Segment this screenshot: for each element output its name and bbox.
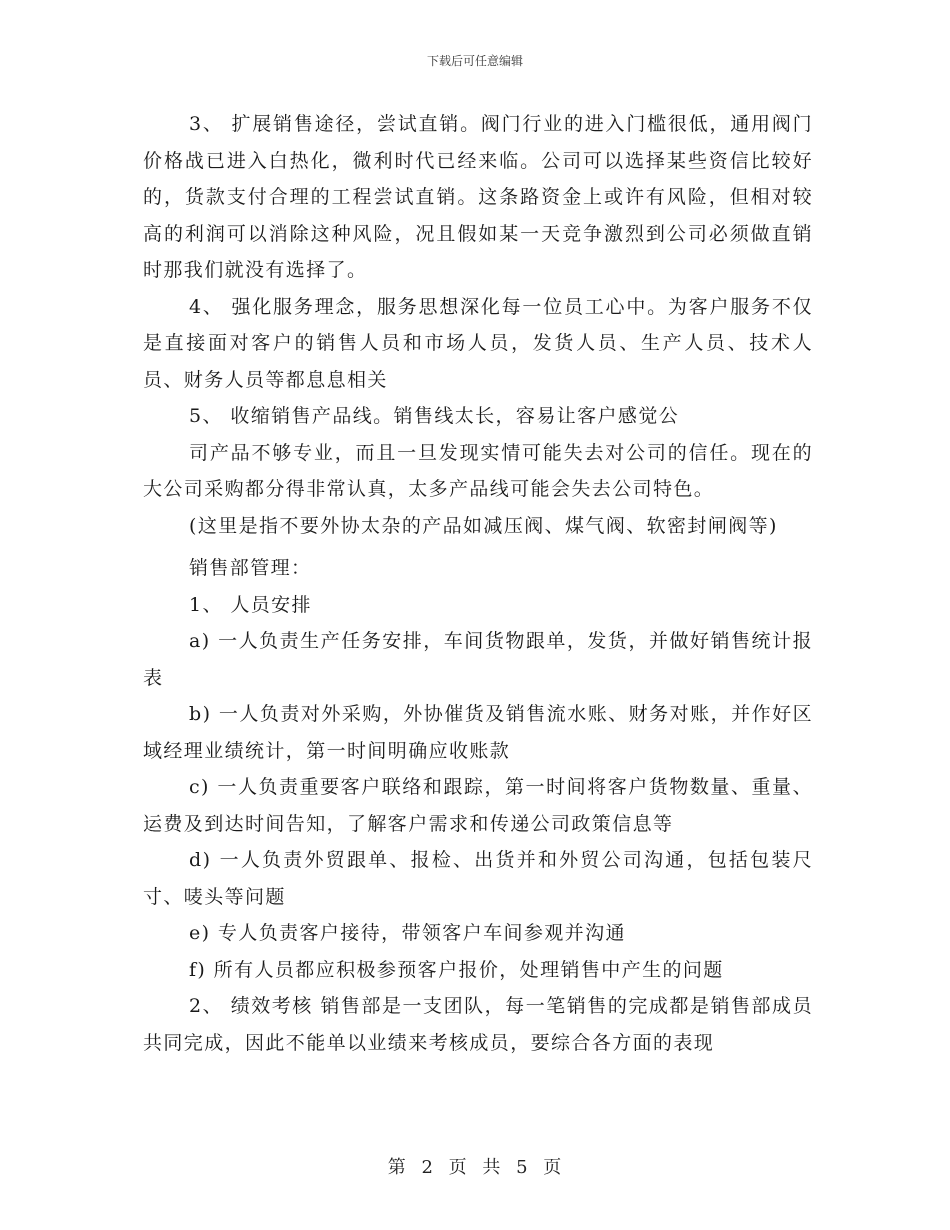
paragraph-4-service: 4、 强化服务理念，服务思想深化每一位员工心中。为客户服务不仅是直接面对客户的销售人员和市场人员，发货人员、生产人员、技术人员、财务人员等都息息相关 — [143, 295, 813, 391]
section-heading-sales-management: 销售部管理： — [189, 557, 312, 579]
body-text — [143, 106, 813, 1061]
paragraph-5-product-line: 5、 收缩销售产品线。销售线太长，容易让客户感觉公 — [189, 405, 680, 427]
item-2-performance: 2、 绩效考核 销售部是一支团队，每一笔销售的完成都是销售部成员共同完成，因此不能单以业绩来考核成员，要综合各方面的表现 — [143, 995, 813, 1054]
footer-total-pages: 5 — [516, 1157, 529, 1178]
footer-current-page: 2 — [421, 1157, 434, 1178]
item-a: a) 一人负责生产任务安排，车间货物跟单，发货，并做好销售统计报表 — [143, 630, 813, 689]
item-d: d) 一人负责外贸跟单、报检、出货并和外贸公司沟通，包括包装尺寸、唛头等问题 — [143, 849, 813, 908]
item-1-staffing: 1、 人员安排 — [189, 593, 312, 616]
item-c: c) 一人负责重要客户联络和跟踪，第一时间将客户货物数量、重量、运费及到达时间告知，了解客户需求和传递公司政策信息等 — [143, 776, 813, 835]
footer-suffix: 页 — [543, 1157, 563, 1178]
paragraph-note: (这里是指不要外协太杂的产品如减压阀、煤气阀、软密封闸阀等) — [189, 514, 778, 537]
paragraph-5-continued: 司产品不够专业，而且一旦发现实情可能失去对公司的信任。现在的大公司采购都分得非常认真，太多产品线可能会失去公司特色。 — [143, 441, 813, 500]
item-b: b) 一人负责对外采购，外协催货及销售流水账、财务对账，并作好区域经理业绩统计，第一时间明确应收账款 — [143, 703, 813, 762]
page-footer — [0, 1153, 950, 1179]
page-header: 下载后可任意编辑 — [426, 54, 523, 68]
footer-total-word: 共 — [482, 1157, 502, 1178]
footer-page-word: 页 — [448, 1157, 468, 1178]
item-f: f) 所有人员都应积极参预客户报价，处理销售中产生的问题 — [189, 958, 724, 981]
footer-prefix: 第 — [387, 1157, 407, 1178]
paragraph-3-expand-sales: 3、 扩展销售途径，尝试直销。阀门行业的进入门槛很低，通用阀门价格战已进入白热化，微利时代已经来临。公司可以选择某些资信比较好的，货款支付合理的工程尝试直销。这条路资金上或许有风险，但相对较高的利润可以消除这种风险，况且假如某一天竞争激烈到公司必须做直销时那我们就没有选择了。 — [143, 113, 813, 281]
item-e: e) 专人负责客户接待，带领客户车间参观并沟通 — [189, 922, 626, 944]
